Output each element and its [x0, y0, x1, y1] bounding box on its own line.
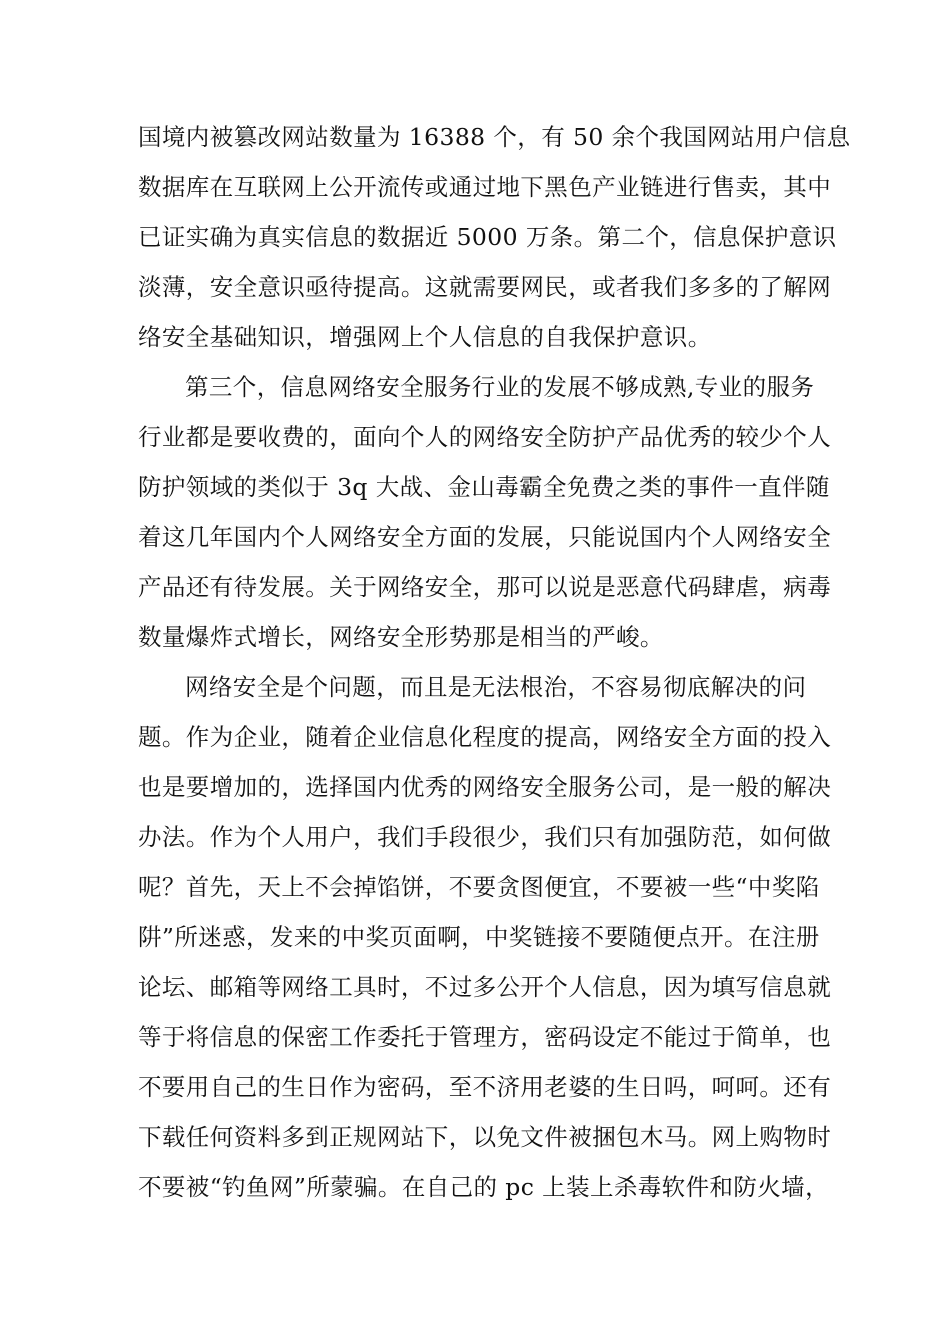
- text-line: 题。作为企业，随着企业信息化程度的提高，网络安全方面的投入: [138, 723, 832, 751]
- text-line: 呢？首先，天上不会掉馅饼，不要贪图便宜，不要被一些“中奖陷: [138, 873, 820, 901]
- text-line: 不要被“钓鱼网”所蒙骗。在自己的 pc 上装上杀毒软件和防火墙，: [138, 1173, 829, 1201]
- text-line: 着这几年国内个人网络安全方面的发展，只能说国内个人网络安全: [138, 523, 832, 551]
- text-line: 数据库在互联网上公开流传或通过地下黑色产业链进行售卖，其中: [138, 173, 832, 201]
- text-line: 办法。作为个人用户，我们手段很少，我们只有加强防范，如何做: [138, 823, 832, 851]
- text-line: 下载任何资料多到正规网站下，以免文件被捆包木马。网上购物时: [138, 1123, 832, 1151]
- text-line: 行业都是要收费的，面向个人的网络安全防护产品优秀的较少个人: [138, 423, 832, 451]
- text-line: 等于将信息的保密工作委托于管理方，密码设定不能过于简单，也: [138, 1023, 832, 1051]
- text-line: 淡薄，安全意识亟待提高。这就需要网民，或者我们多多的了解网: [138, 273, 832, 301]
- text-line: 网络安全是个问题，而且是无法根治，不容易彻底解决的问: [185, 673, 807, 701]
- text-line: 不要用自己的生日作为密码，至不济用老婆的生日吗，呵呵。还有: [138, 1073, 832, 1101]
- text-line: 也是要增加的，选择国内优秀的网络安全服务公司，是一般的解决: [138, 773, 832, 801]
- text-line: 已证实确为真实信息的数据近 5000 万条。第二个，信息保护意识: [138, 223, 837, 251]
- text-line: 国境内被篡改网站数量为 16388 个，有 50 余个我国网站用户信息: [138, 123, 851, 151]
- text-line: 防护领域的类似于 3q 大战、金山毒霸全免费之类的事件一直伴随: [138, 473, 830, 501]
- text-line: 第三个，信息网络安全服务行业的发展不够成熟,专业的服务: [185, 373, 815, 401]
- text-line: 阱”所迷惑，发来的中奖页面啊，中奖链接不要随便点开。在注册: [138, 923, 820, 951]
- text-line: 数量爆炸式增长，网络安全形势那是相当的严峻。: [138, 623, 664, 651]
- text-line: 论坛、邮箱等网络工具时，不过多公开个人信息，因为填写信息就: [138, 973, 832, 1001]
- text-line: 产品还有待发展。关于网络安全，那可以说是恶意代码肆虐，病毒: [138, 573, 832, 601]
- text-line: 络安全基础知识，增强网上个人信息的自我保护意识。: [138, 323, 712, 351]
